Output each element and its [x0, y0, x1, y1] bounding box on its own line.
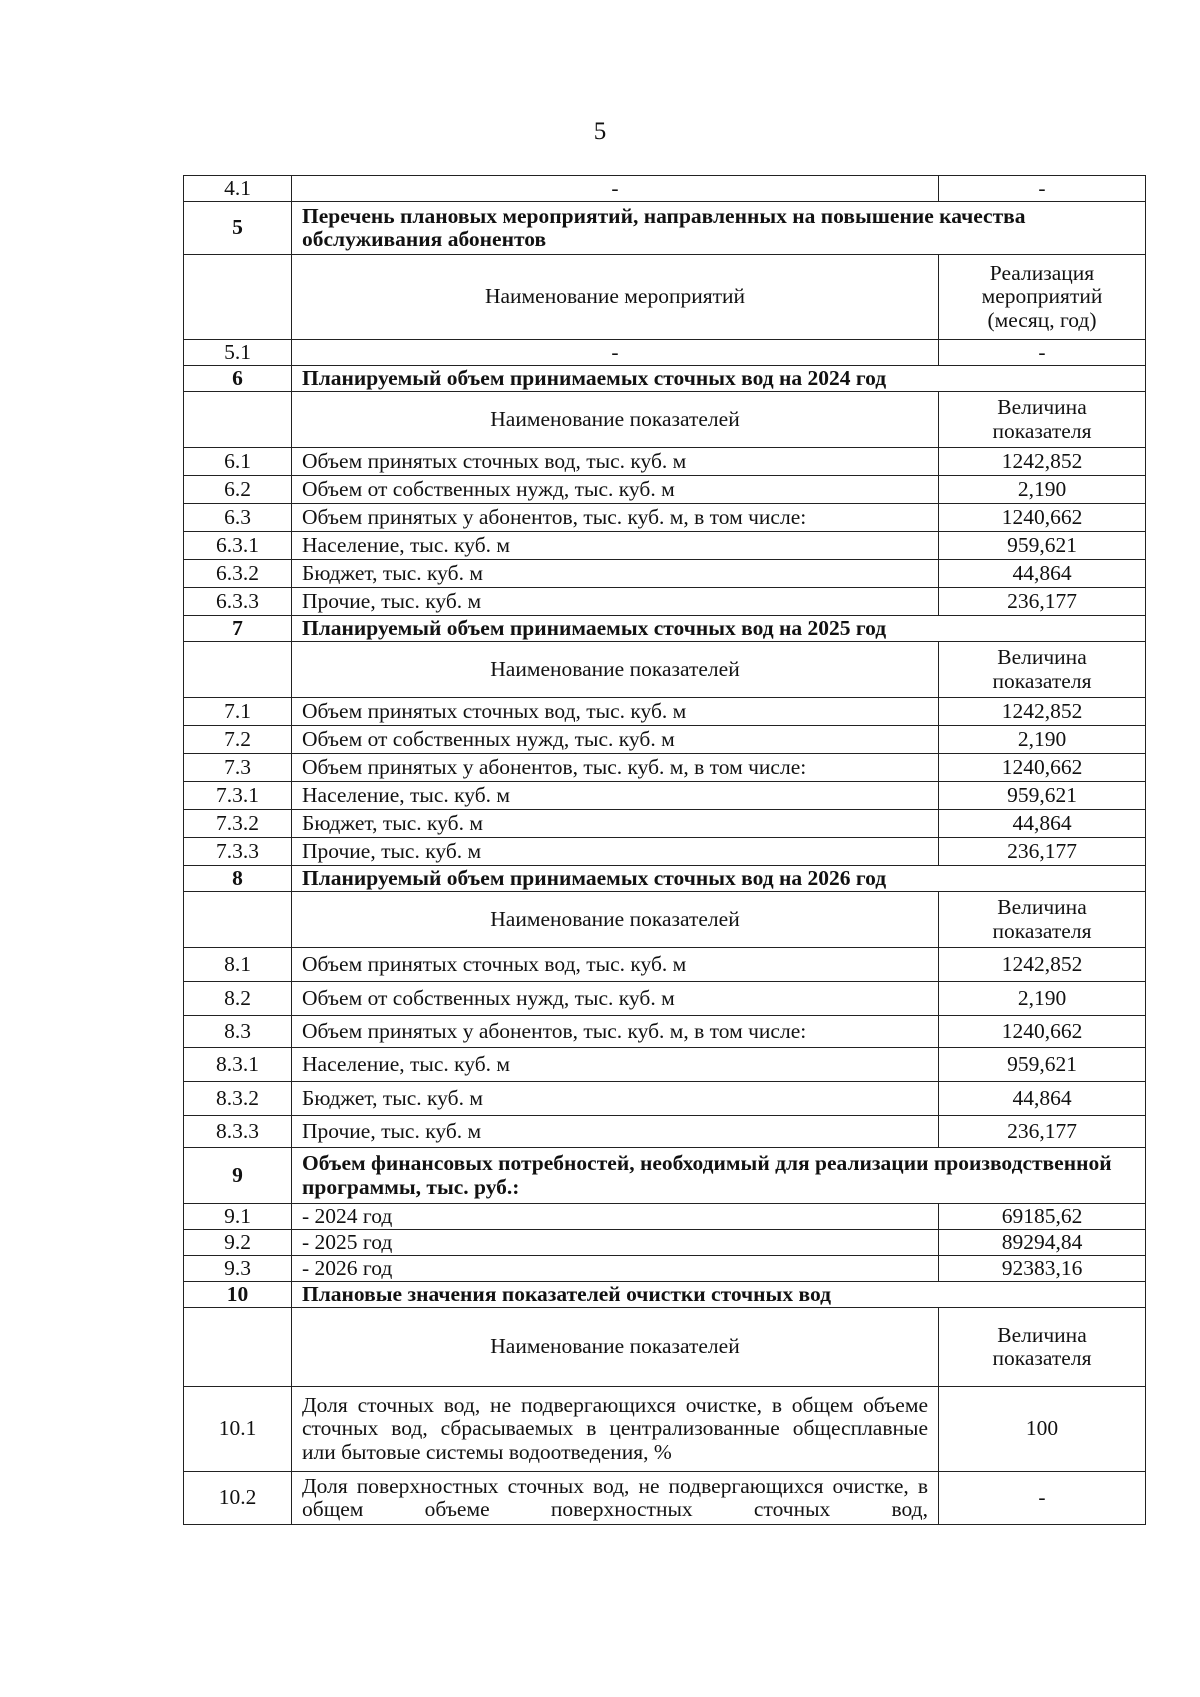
row-name: - 2024 год [292, 1204, 939, 1230]
table-row [184, 1230, 1146, 1256]
table-row [184, 1256, 1146, 1282]
row-number: 8.3.3 [184, 1116, 292, 1148]
empty-cell [184, 642, 292, 698]
table-row [184, 448, 1146, 476]
table-row [184, 810, 1146, 838]
section-number: 7 [184, 616, 292, 642]
column-header-value: Величина показателя [939, 1308, 1146, 1387]
section-number: 8 [184, 866, 292, 892]
section-title: Планируемый объем принимаемых сточных вод на 2026 год [292, 866, 1146, 892]
column-header-value: Величина показателя [939, 892, 1146, 948]
row-name: Объем от собственных нужд, тыс. куб. м [292, 476, 939, 504]
row-name: Объем от собственных нужд, тыс. куб. м [292, 726, 939, 754]
row-value: 100 [939, 1387, 1146, 1472]
section-row [184, 1148, 1146, 1204]
table-row [184, 1472, 1146, 1525]
row-name: Прочие, тыс. куб. м [292, 838, 939, 866]
row-number: 9.3 [184, 1256, 292, 1282]
row-number: 7.1 [184, 698, 292, 726]
section-row [184, 616, 1146, 642]
row-number: 7.3.1 [184, 782, 292, 810]
row-value: 959,621 [939, 532, 1146, 560]
row-value: 236,177 [939, 1116, 1146, 1148]
row-value: - [939, 340, 1146, 366]
section-row [184, 1282, 1146, 1308]
section-number: 5 [184, 202, 292, 255]
table-row [184, 698, 1146, 726]
row-name: - 2025 год [292, 1230, 939, 1256]
row-number: 7.3 [184, 754, 292, 782]
table-row [184, 504, 1146, 532]
row-name: - 2026 год [292, 1256, 939, 1282]
row-number: 6.2 [184, 476, 292, 504]
column-header-value: Величина показателя [939, 392, 1146, 448]
column-header-name: Наименование показателей [292, 642, 939, 698]
row-value: 959,621 [939, 1048, 1146, 1082]
row-number: 8.3.1 [184, 1048, 292, 1082]
row-number: 6.3.1 [184, 532, 292, 560]
row-number: 9.1 [184, 1204, 292, 1230]
row-name: Объем принятых сточных вод, тыс. куб. м [292, 948, 939, 982]
row-name: - [292, 176, 939, 202]
table-row [184, 726, 1146, 754]
table-row [184, 560, 1146, 588]
row-number: 10.2 [184, 1472, 292, 1525]
column-header-name: Наименование показателей [292, 392, 939, 448]
row-name: Бюджет, тыс. куб. м [292, 810, 939, 838]
section-number: 6 [184, 366, 292, 392]
row-value: 1242,852 [939, 448, 1146, 476]
section-title: Планируемый объем принимаемых сточных вод на 2024 год [292, 366, 1146, 392]
page-number: 5 [593, 118, 607, 145]
section-row [184, 366, 1146, 392]
row-value: 69185,62 [939, 1204, 1146, 1230]
table-row [184, 754, 1146, 782]
table-row [184, 982, 1146, 1016]
row-value: 44,864 [939, 810, 1146, 838]
production-program-table [183, 175, 1146, 1525]
table-row [184, 838, 1146, 866]
row-name: Объем принятых сточных вод, тыс. куб. м [292, 448, 939, 476]
section-title: Перечень плановых мероприятий, направленных на повышение качества обслуживания абонентов [292, 202, 1146, 255]
row-name: Объем принятых у абонентов, тыс. куб. м, в том числе: [292, 754, 939, 782]
row-number: 6.3 [184, 504, 292, 532]
row-value: 92383,16 [939, 1256, 1146, 1282]
column-header-name: Наименование мероприятий [292, 255, 939, 340]
empty-cell [184, 1308, 292, 1387]
row-number: 8.3 [184, 1016, 292, 1048]
table-row [184, 948, 1146, 982]
row-name: Бюджет, тыс. куб. м [292, 560, 939, 588]
row-value: 89294,84 [939, 1230, 1146, 1256]
row-value: 44,864 [939, 560, 1146, 588]
row-number: 8.2 [184, 982, 292, 1016]
table-row [184, 1082, 1146, 1116]
row-number: 4.1 [184, 176, 292, 202]
empty-cell [184, 392, 292, 448]
row-name: Население, тыс. куб. м [292, 782, 939, 810]
row-value: 236,177 [939, 838, 1146, 866]
row-value: 1240,662 [939, 754, 1146, 782]
row-number: 6.1 [184, 448, 292, 476]
row-number: 7.3.3 [184, 838, 292, 866]
row-number: 9.2 [184, 1230, 292, 1256]
row-number: 7.2 [184, 726, 292, 754]
row-value: 959,621 [939, 782, 1146, 810]
row-name: Прочие, тыс. куб. м [292, 588, 939, 616]
row-value: - [939, 1472, 1146, 1525]
table-row [184, 476, 1146, 504]
row-number: 8.1 [184, 948, 292, 982]
row-name: Объем принятых у абонентов, тыс. куб. м, в том числе: [292, 1016, 939, 1048]
column-header-value: Реализация мероприятий (месяц, год) [939, 255, 1146, 340]
row-name: Доля поверхностных сточных вод, не подвергающихся очистке, в общем объеме поверхностных сточных вод, [292, 1472, 939, 1525]
header-row [184, 892, 1146, 948]
row-number: 6.3.2 [184, 560, 292, 588]
row-name: Объем от собственных нужд, тыс. куб. м [292, 982, 939, 1016]
row-value: 44,864 [939, 1082, 1146, 1116]
table-row [184, 1387, 1146, 1472]
row-value: 1240,662 [939, 1016, 1146, 1048]
section-row [184, 866, 1146, 892]
section-number: 9 [184, 1148, 292, 1204]
table-row [184, 1116, 1146, 1148]
row-name: - [292, 340, 939, 366]
table-row [184, 782, 1146, 810]
header-row [184, 642, 1146, 698]
row-name: Население, тыс. куб. м [292, 532, 939, 560]
table-row [184, 1204, 1146, 1230]
row-value: 1242,852 [939, 698, 1146, 726]
section-title: Плановые значения показателей очистки сточных вод [292, 1282, 1146, 1308]
row-name: Объем принятых сточных вод, тыс. куб. м [292, 698, 939, 726]
row-value: 2,190 [939, 982, 1146, 1016]
row-number: 8.3.2 [184, 1082, 292, 1116]
table-row [184, 1048, 1146, 1082]
row-name: Объем принятых у абонентов, тыс. куб. м, в том числе: [292, 504, 939, 532]
row-name: Население, тыс. куб. м [292, 1048, 939, 1082]
row-name: Доля сточных вод, не подвергающихся очистке, в общем объеме сточных вод, сбрасываемых в централизованные общесплавные или бытовые системы водоотведения, % [292, 1387, 939, 1472]
section-row [184, 202, 1146, 255]
row-value: 236,177 [939, 588, 1146, 616]
row-name: Бюджет, тыс. куб. м [292, 1082, 939, 1116]
column-header-name: Наименование показателей [292, 892, 939, 948]
section-title: Планируемый объем принимаемых сточных вод на 2025 год [292, 616, 1146, 642]
column-header-value: Величина показателя [939, 642, 1146, 698]
section-title: Объем финансовых потребностей, необходимый для реализации производственной программы, тыс. руб.: [292, 1148, 1146, 1204]
row-value: 1242,852 [939, 948, 1146, 982]
table-row [184, 588, 1146, 616]
header-row [184, 1308, 1146, 1387]
row-number: 5.1 [184, 340, 292, 366]
header-row [184, 392, 1146, 448]
empty-cell [184, 892, 292, 948]
row-number: 7.3.2 [184, 810, 292, 838]
table-row [184, 1016, 1146, 1048]
row-value: 2,190 [939, 476, 1146, 504]
row-value: 2,190 [939, 726, 1146, 754]
table-row [184, 340, 1146, 366]
section-number: 10 [184, 1282, 292, 1308]
row-number: 10.1 [184, 1387, 292, 1472]
table-row [184, 176, 1146, 202]
empty-cell [184, 255, 292, 340]
row-value: - [939, 176, 1146, 202]
row-number: 6.3.3 [184, 588, 292, 616]
row-value: 1240,662 [939, 504, 1146, 532]
header-row [184, 255, 1146, 340]
table-row [184, 532, 1146, 560]
column-header-name: Наименование показателей [292, 1308, 939, 1387]
row-name: Прочие, тыс. куб. м [292, 1116, 939, 1148]
